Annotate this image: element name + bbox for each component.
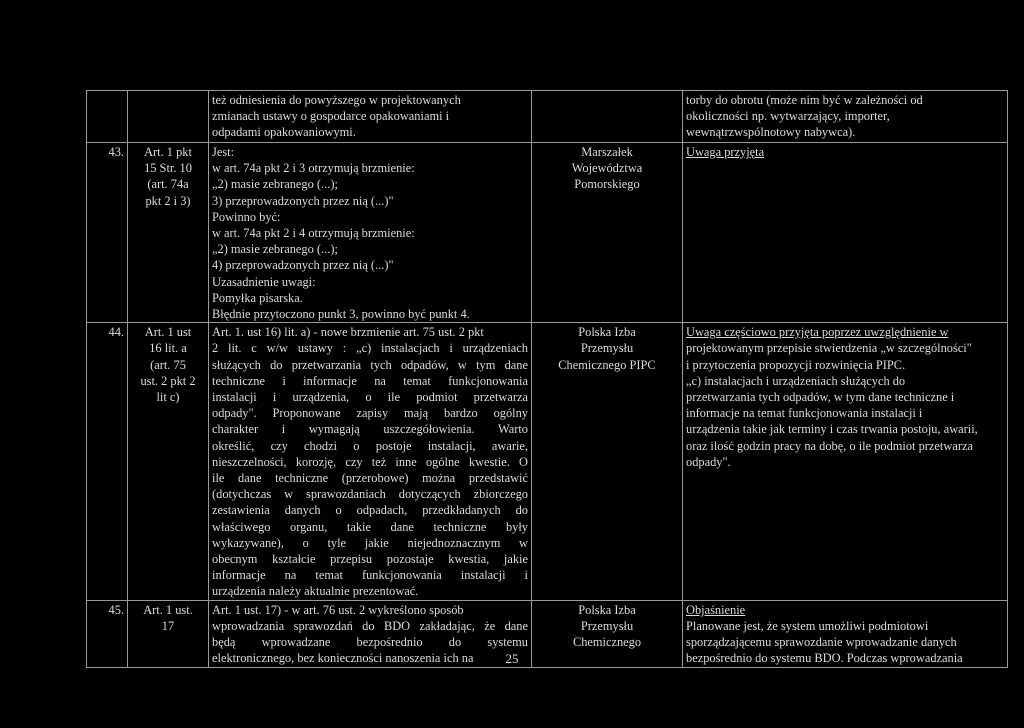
response-line: Objaśnienie	[686, 602, 746, 617]
content-line: Jest:	[212, 145, 235, 159]
response-title: Uwaga przyjęta	[686, 145, 765, 159]
response-line: urządzenia takie jak terminy i czas trwania postoju, awarii,	[686, 422, 978, 437]
article-line: 16 lit. a	[149, 341, 187, 356]
response-line: przetwarzania tych odpadów, w tym dane techniczne i	[686, 390, 955, 405]
content-line: Uzasadnienie uwagi:	[212, 274, 316, 289]
organization-line: Marszałek	[581, 145, 633, 159]
response-line: i przytoczenia propozycji rozwinięcia PIPC.	[686, 357, 906, 372]
content-line: Pomyłka pisarska.	[212, 290, 303, 305]
content-line: wykazywane), o tyle jakie niejednoznacznym w	[212, 535, 528, 550]
content-line: właściwego organu, takie dane techniczne były	[212, 519, 528, 534]
response-line: projektowanym przepisie stwierdzenia „w szczególności"	[686, 341, 972, 356]
content-line: Art. 1 ust. 17) - w art. 76 ust. 2 wykreślono sposób	[212, 602, 464, 617]
response-line: „c) instalacjach i urządzeniach służących do	[686, 373, 906, 388]
content-line: ile dane techniczne (przerobowe) można przedstawić	[212, 471, 528, 486]
article-line: ust. 2 pkt 2	[140, 373, 196, 388]
article-line: 15 Str. 10	[144, 161, 192, 176]
submitting-organization	[532, 143, 683, 323]
submitting-organization	[532, 323, 683, 600]
response-comment	[683, 323, 1008, 600]
content-line: 2 lit. c w/w ustawy : „c) instalacjach i urządzeniach	[212, 341, 528, 356]
table-row	[87, 143, 1008, 323]
row-number-text: 45.	[108, 602, 124, 617]
response-line: torby do obrotu (może nim być w zależności od	[686, 93, 923, 107]
submitting-organization	[532, 91, 683, 143]
table-row	[87, 91, 1008, 143]
response-line: informacje na temat funkcjonowania instalacji i	[686, 406, 923, 421]
organization-line: Przemysłu	[580, 341, 634, 356]
content-line: zestawienia danych o odpadach, przedkładanych do	[212, 503, 528, 518]
content-line: odpadami opakowaniowymi.	[212, 125, 356, 140]
comments-table	[86, 90, 1008, 668]
content-line: będą wprowadzane bezpośrednio do systemu	[212, 635, 528, 650]
response-line: oraz ilość godzin pracy na dobę, o ile podmiot przetwarza	[686, 438, 973, 453]
content-line: w art. 74a pkt 2 i 4 otrzymują brzmienie:	[212, 226, 415, 241]
table-row	[87, 323, 1008, 600]
content-line: w art. 74a pkt 2 i 3 otrzymują brzmienie:	[212, 161, 415, 176]
article-line: pkt 2 i 3)	[145, 193, 191, 208]
content-line: techniczne i informacje na temat funkcjonowania	[212, 373, 528, 388]
article-line: Art. 1 pkt	[144, 145, 192, 159]
organization-line: Województwa	[571, 161, 643, 176]
response-line: bezpośrednio do systemu BDO. Podczas wprowadzania	[686, 651, 963, 666]
content-line: Błędnie przytoczono punkt 3, powinno być punkt 4.	[212, 307, 470, 322]
content-line: określić, czy chodzi o postoje instalacji, awarie,	[212, 438, 528, 453]
organization-line: Polska Izba	[578, 325, 636, 340]
comment-content	[209, 143, 532, 323]
article-line: (art. 74a	[147, 177, 189, 192]
organization-line: Polska Izba	[578, 602, 636, 617]
article-line: Art. 1 ust	[144, 325, 192, 340]
row-number	[87, 143, 128, 323]
content-line: instalacji i urządzenia, o ile podmiot przetwarza	[212, 390, 528, 405]
response-line: wewnątrzwspólnotowy nabywca).	[686, 125, 856, 140]
organization-line: Pomorskiego	[574, 177, 640, 192]
response-comment	[683, 91, 1008, 143]
content-line: „2) masie zebranego (...);	[212, 177, 338, 192]
row-number	[87, 323, 128, 600]
content-line: 3) przeprowadzonych przez nią (...)"	[212, 193, 394, 208]
content-line: nieszczelności, korozję, czy też inne ogólne kwestie. O	[212, 454, 528, 469]
content-line: też odniesienia do powyższego w projektowanych	[212, 93, 461, 107]
article-line: Art. 1 ust.	[143, 602, 193, 617]
organization-line: Przemysłu	[580, 618, 634, 633]
response-comment	[683, 143, 1008, 323]
content-line: służących do przetwarzania tych odpadów, w tym dane	[212, 357, 528, 372]
content-line: Powinno być:	[212, 209, 281, 224]
response-line: odpady".	[686, 454, 731, 469]
content-line: obecnym kształcie przepisu pozostaje kwestia, jakie	[212, 552, 528, 567]
response-line: Uwaga częściowo przyjęta poprzez uwzględnienie w	[686, 325, 949, 340]
article-line: (art. 75	[150, 357, 186, 372]
row-number	[87, 91, 128, 143]
article-reference	[128, 323, 209, 600]
page-number: 25	[505, 651, 519, 666]
response-line: sporządzającemu sprawozdanie wprowadzanie danych	[686, 635, 957, 650]
content-line: odpady". Proponowane zapisy mają bardzo ogólny	[212, 406, 528, 421]
content-line: elektronicznego, bez konieczności nanoszenia ich na	[212, 651, 474, 666]
content-line: (dotychczas w sprawozdaniach dotyczących zbiorczego	[212, 487, 528, 502]
content-line: urządzenia należy aktualnie prezentować.	[212, 584, 419, 599]
row-number-text: 44.	[108, 325, 124, 340]
organization-line: Chemicznego	[572, 635, 642, 650]
article-line: lit c)	[156, 390, 180, 405]
content-line: 4) przeprowadzonych przez nią (...)"	[212, 258, 394, 273]
response-line: Planowane jest, że system umożliwi podmiotowi	[686, 618, 929, 633]
content-line: zmianach ustawy o gospodarce opakowaniami i	[212, 109, 450, 124]
content-line: informacje na temat funkcjonowania instalacji i	[212, 568, 528, 583]
article-line: 17	[161, 618, 175, 633]
content-line: wprowadzania sprawozdań do BDO zakładając, że dane	[212, 618, 528, 633]
comment-content	[209, 323, 532, 600]
content-line: Art. 1. ust 16) lit. a) - nowe brzmienie art. 75 ust. 2 pkt	[212, 325, 484, 340]
organization-line: Chemicznego PIPC	[558, 357, 656, 372]
row-number-text: 43.	[108, 145, 124, 159]
comment-content	[209, 91, 532, 143]
response-line: okoliczności np. wytwarzający, importer,	[686, 109, 890, 124]
article-reference	[128, 91, 209, 143]
content-line: charakter i wymagają uszczegółowienia. Warto	[212, 422, 528, 437]
article-reference	[128, 143, 209, 323]
content-line: „2) masie zebranego (...);	[212, 242, 338, 257]
